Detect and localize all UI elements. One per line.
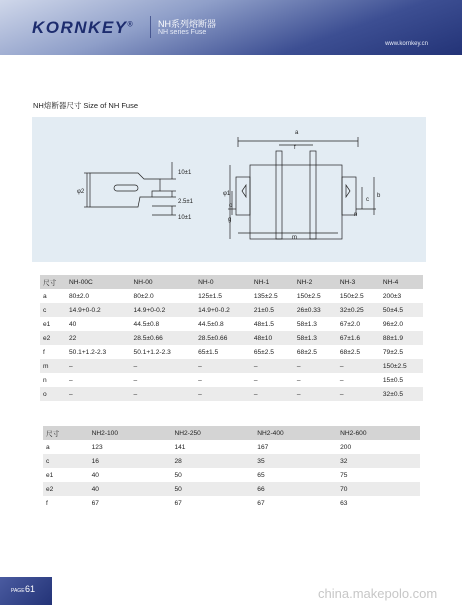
label-phi2: φ2 <box>77 189 85 195</box>
table-cell: n <box>40 373 66 387</box>
label-g: g <box>228 217 232 223</box>
table-cell: 167 <box>254 440 337 454</box>
side-view-blade <box>90 173 160 207</box>
table-row <box>40 373 423 387</box>
drawing-labels <box>77 130 381 241</box>
table-cell: 50±4.5 <box>380 303 423 317</box>
table-cell: 44.5±0.8 <box>195 317 251 331</box>
table-cell: 67±2.0 <box>337 317 380 331</box>
table-cell: – <box>195 387 251 401</box>
table-row <box>40 331 423 345</box>
table-cell: – <box>195 359 251 373</box>
table-cell: – <box>131 359 196 373</box>
table-cell: 80±2.0 <box>66 289 131 303</box>
table-cell: 123 <box>89 440 172 454</box>
fuse-dimension-drawing <box>32 117 426 262</box>
label-phi1: φ1 <box>223 191 231 197</box>
table-header-cell: NH-2 <box>294 275 337 289</box>
table-cell: 88±1.9 <box>380 331 423 345</box>
table-header-cell: NH2-600 <box>337 426 420 440</box>
table-header-cell: NH2-250 <box>171 426 254 440</box>
watermark: china.makepolo.com <box>318 586 438 601</box>
label-a: a <box>295 130 299 136</box>
table-cell: 28 <box>171 454 254 468</box>
table-cell: – <box>251 387 294 401</box>
table-cell: m <box>40 359 66 373</box>
table-cell: – <box>66 387 131 401</box>
table-row <box>40 359 423 373</box>
page-header <box>0 0 462 55</box>
table-cell: e2 <box>40 331 66 345</box>
table-cell: 75 <box>337 468 420 482</box>
section-title: NH熔断器尺寸 Size of NH Fuse <box>33 101 139 110</box>
table-cell: 58±1.3 <box>294 331 337 345</box>
table-cell: 44.5±0.8 <box>131 317 196 331</box>
table-cell: – <box>337 387 380 401</box>
table-cell: – <box>294 373 337 387</box>
table-cell: 67±1.6 <box>337 331 380 345</box>
nh2-fuse-size-table <box>43 426 420 510</box>
table-cell: – <box>131 373 196 387</box>
table-cell: 135±2.5 <box>251 289 294 303</box>
table-cell: c <box>43 454 89 468</box>
table-row <box>40 387 423 401</box>
label-10-top: 10±1 <box>178 170 192 176</box>
table-cell: 80±2.0 <box>131 289 196 303</box>
table-row <box>43 482 420 496</box>
table-cell: a <box>43 440 89 454</box>
page-number: 61 <box>25 584 36 594</box>
label-10-bot: 10±1 <box>178 215 192 221</box>
table-cell: 32±0.25 <box>337 303 380 317</box>
label-m: m <box>292 235 297 241</box>
table-cell: 150±2.5 <box>337 289 380 303</box>
table-cell: 200 <box>337 440 420 454</box>
table-cell: 50 <box>171 468 254 482</box>
table-cell: e2 <box>43 482 89 496</box>
table-cell: 48±10 <box>251 331 294 345</box>
table-cell: – <box>294 387 337 401</box>
table-cell: 26±0.33 <box>294 303 337 317</box>
table-cell: – <box>131 387 196 401</box>
page-label: PAGE <box>11 588 25 594</box>
table-cell: 65 <box>254 468 337 482</box>
table-cell: 67 <box>254 496 337 510</box>
table-cell: 63 <box>337 496 420 510</box>
label-n: n <box>354 212 358 218</box>
table-cell: 28.5±0.66 <box>131 331 196 345</box>
table-cell: e1 <box>43 468 89 482</box>
table-cell: – <box>337 373 380 387</box>
table-header-cell: NH-00 <box>131 275 196 289</box>
table-cell: 22 <box>66 331 131 345</box>
table-cell: 65±2.5 <box>251 345 294 359</box>
front-view-body <box>250 165 342 239</box>
label-c: c <box>366 197 369 203</box>
table-row <box>40 303 423 317</box>
table-cell: – <box>251 373 294 387</box>
header-subtitle: NH series Fuse <box>158 29 207 36</box>
label-o: o <box>229 203 233 209</box>
table-cell: c <box>40 303 66 317</box>
table-cell: 14.9+0-0.2 <box>131 303 196 317</box>
table-cell: 68±2.5 <box>294 345 337 359</box>
table-cell: 32 <box>337 454 420 468</box>
table-cell: 68±2.5 <box>337 345 380 359</box>
table-header-cell: NH-4 <box>380 275 423 289</box>
table-row <box>40 317 423 331</box>
table-cell: 65±1.5 <box>195 345 251 359</box>
table-row <box>43 468 420 482</box>
table-cell: o <box>40 387 66 401</box>
table-cell: – <box>66 359 131 373</box>
table-cell: 48±1.5 <box>251 317 294 331</box>
table-cell: a <box>40 289 66 303</box>
header-url[interactable]: www.kornkey.cn <box>385 41 428 47</box>
table-header-cell: NH-0 <box>195 275 251 289</box>
table-cell: f <box>40 345 66 359</box>
table-cell: 40 <box>89 482 172 496</box>
table-cell: 150±2.5 <box>380 359 423 373</box>
table-cell: 16 <box>89 454 172 468</box>
table-cell: 15±0.5 <box>380 373 423 387</box>
table-row <box>43 496 420 510</box>
table-cell: 40 <box>89 468 172 482</box>
table-row <box>43 440 420 454</box>
table-cell: 40 <box>66 317 131 331</box>
table-cell: 32±0.5 <box>380 387 423 401</box>
nh-fuse-size-table <box>40 275 423 401</box>
table-header-cell: NH-1 <box>251 275 294 289</box>
brand-logo: KORNKEY® <box>32 18 135 37</box>
table-cell: 70 <box>337 482 420 496</box>
header-title: NH系列熔断器 <box>158 19 216 29</box>
table-cell: – <box>294 359 337 373</box>
table-cell: 14.9+0-0.2 <box>66 303 131 317</box>
table-cell: – <box>195 373 251 387</box>
label-2-5: 2.5±1 <box>178 199 193 205</box>
table-cell: 96±2.0 <box>380 317 423 331</box>
table-header-cell: NH-00C <box>66 275 131 289</box>
table-row <box>40 289 423 303</box>
table-cell: 125±1.5 <box>195 289 251 303</box>
table-row <box>43 454 420 468</box>
side-view-slot <box>114 185 138 191</box>
table-header-cell: NH-3 <box>337 275 380 289</box>
table-cell: 141 <box>171 440 254 454</box>
table-cell: f <box>43 496 89 510</box>
table-header-row <box>40 275 423 289</box>
table-cell: 67 <box>171 496 254 510</box>
table-header-cell: 尺寸 <box>40 275 66 289</box>
table-header-cell: NH2-400 <box>254 426 337 440</box>
table-header-cell: 尺寸 <box>43 426 89 440</box>
table-cell: 28.5±0.66 <box>195 331 251 345</box>
table-cell: 58±1.3 <box>294 317 337 331</box>
table-cell: 50.1+1.2-2.3 <box>131 345 196 359</box>
label-f: f <box>294 145 296 151</box>
table-cell: 14.9+0-0.2 <box>195 303 251 317</box>
table-cell: 50 <box>171 482 254 496</box>
header-separator <box>150 16 151 38</box>
label-b: b <box>377 193 381 199</box>
table-cell: 67 <box>89 496 172 510</box>
table-cell: – <box>251 359 294 373</box>
table-header-row <box>43 426 420 440</box>
table-cell: 150±2.5 <box>294 289 337 303</box>
table-cell: 66 <box>254 482 337 496</box>
table-cell: – <box>337 359 380 373</box>
table-row <box>40 345 423 359</box>
table-header-cell: NH2-100 <box>89 426 172 440</box>
table-cell: e1 <box>40 317 66 331</box>
table-cell: 200±3 <box>380 289 423 303</box>
table-cell: 21±0.5 <box>251 303 294 317</box>
table-cell: – <box>66 373 131 387</box>
table-cell: 50.1+1.2-2.3 <box>66 345 131 359</box>
table-cell: 35 <box>254 454 337 468</box>
page-footer <box>0 577 52 605</box>
table-cell: 79±2.5 <box>380 345 423 359</box>
